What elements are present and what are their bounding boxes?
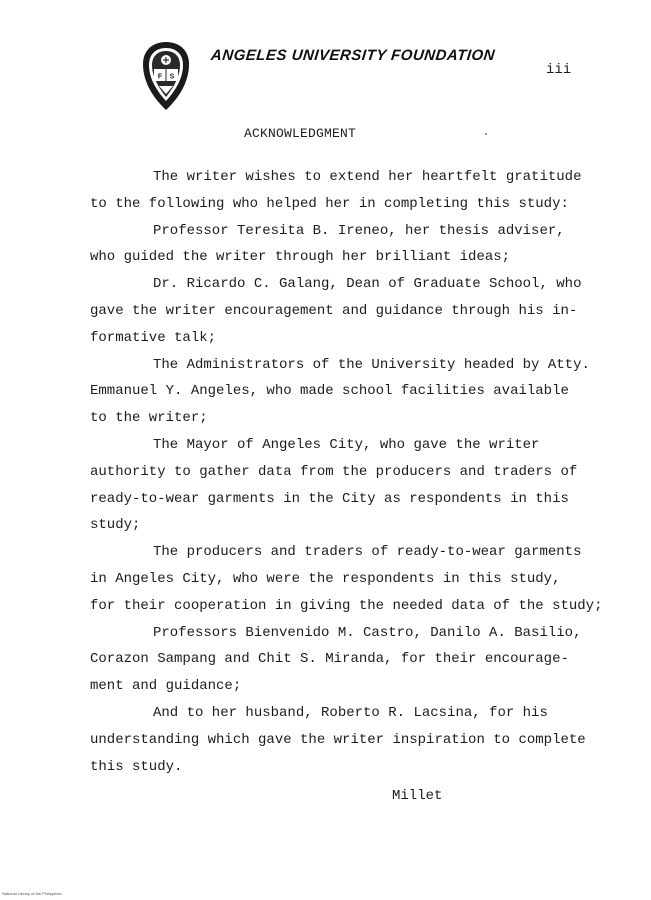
body-line: to the writer; [90, 410, 208, 427]
body-line: Professors Bienvenido M. Castro, Danilo A. Basilio, [153, 624, 582, 641]
page-number: iii [546, 62, 572, 78]
body-line: for their cooperation in giving the needed data of the study; [90, 597, 603, 614]
seal-letter-left: F [157, 73, 163, 81]
body-line: understanding which gave the writer inspiration to complete [90, 731, 586, 748]
body-line: The producers and traders of ready-to-wear garments [153, 544, 582, 561]
body-line: gave the writer encouragement and guidance through his in- [90, 302, 578, 319]
body-line: authority to gather data from the producers and traders of [90, 463, 578, 480]
body-line: formative talk; [90, 329, 217, 346]
body-line: The Administrators of the University headed by Atty. [153, 356, 590, 373]
body-line: Professor Teresita B. Ireneo, her thesis adviser, [153, 222, 565, 239]
body-line: Corazon Sampang and Chit S. Miranda, for their encourage- [90, 651, 569, 668]
body-line: Dr. Ricardo C. Galang, Dean of Graduate School, who [153, 276, 582, 293]
body-line: study; [90, 517, 141, 534]
body-line: in Angeles City, who were the respondents in this study, [90, 570, 561, 587]
body-line: who guided the writer through her brilliant ideas; [90, 249, 511, 266]
scan-footer-note: National Library of the Philippines [2, 891, 62, 896]
seal-letter-right: S [169, 73, 175, 81]
acknowledgment-body [90, 164, 603, 780]
letterhead-institution-name: ANGELES UNIVERSITY FOUNDATION [210, 47, 496, 64]
university-seal-icon [139, 40, 193, 112]
body-line: ment and guidance; [90, 678, 242, 695]
signature: Millet [392, 788, 443, 804]
body-line: Emmanuel Y. Angeles, who made school facilities available [90, 383, 569, 400]
body-line: to the following who helped her in completing this study: [90, 195, 569, 212]
scan-speck [485, 133, 487, 135]
body-line: this study. [90, 758, 183, 775]
body-line: The writer wishes to extend her heartfelt gratitude [153, 169, 582, 185]
page-title: ACKNOWLEDGMENT [244, 126, 357, 141]
body-line: And to her husband, Roberto R. Lacsina, for his [153, 704, 548, 721]
body-line: The Mayor of Angeles City, who gave the writer [153, 436, 540, 453]
body-line: ready-to-wear garments in the City as respondents in this [90, 490, 569, 507]
